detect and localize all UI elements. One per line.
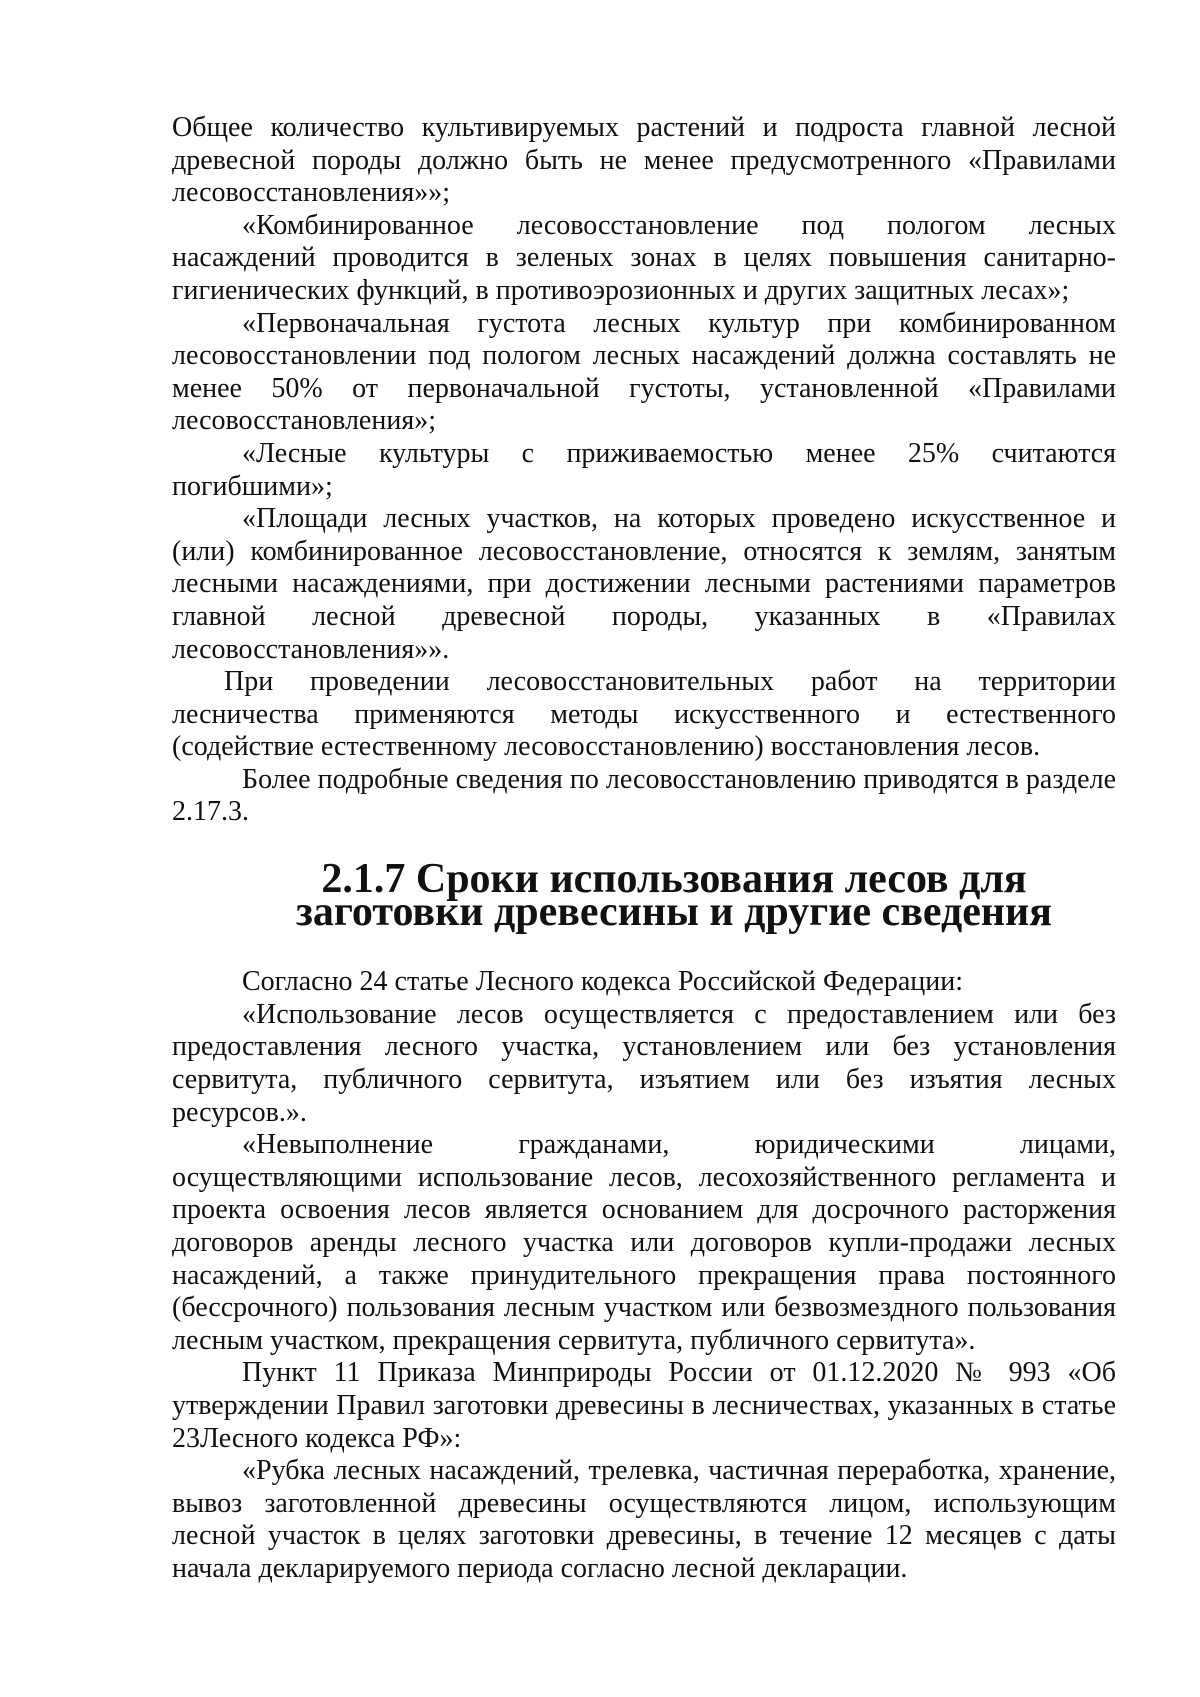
paragraph-cultivated-plants: Общее количество культивируемых растений и подроста главной лесной древесной породы должно быть не менее предусмотренного «Правилами лесовосстановления»»; bbox=[172, 112, 1116, 209]
document-page bbox=[172, 112, 1116, 1586]
paragraph-land-areas: «Площади лесных участков, на которых проведено искусственное и (или) комбинированное лесовосстановление, относятся к землям, занятым лесными насаждениями, при достижении лесными растениями параметров главной лесной древесной породы, указанных в «Правилах лесовосстановления»». bbox=[172, 503, 1116, 665]
paragraph-reforestation-methods: При проведении лесовосстановительных работ на территории лесничества применяются методы искусственного и естественного (содействие естественному лесовосстановлению) восстановления лесов. bbox=[172, 666, 1116, 763]
paragraph-forest-code-article: Согласно 24 статье Лесного кодекса Российской Федерации: bbox=[242, 966, 963, 998]
section-heading: 2.1.7 Сроки использования лесов для заготовки древесины и другие сведения bbox=[296, 856, 1052, 935]
paragraph-non-compliance: «Невыполнение гражданами, юридическими лицами, осуществляющими использование лесов, лесохозяйственного регламента и проекта освоения лесов является основанием для досрочного расторжения договоров аренды лесного участка или договоров купли-продажи лесных насаждений, а также принудительного прекращения права постоянного (бессрочного) пользования лесным участком или безвозмездного пользования лесным участком, прекращения сервитута, публичного сервитута». bbox=[172, 1129, 1116, 1356]
paragraph-order-reference: Пункт 11 Приказа Минприроды России от 01.12.2020 № 993 «Об утверждении Правил заготовки древесины в лесничествах, указанных в статье 23Лесного кодекса РФ»: bbox=[172, 1357, 1116, 1454]
paragraph-section-reference: Более подробные сведения по лесовосстановлению приводятся в разделе 2.17.3. bbox=[172, 763, 1116, 828]
paragraph-forest-use: «Использование лесов осуществляется с предоставлением или без предоставления лесного участка, установлением или без установления сервитута, публичного сервитута, изъятием или без изъятия лесных ресурсов.». bbox=[172, 998, 1116, 1128]
paragraph-combined-reforestation: «Комбинированное лесовосстановление под пологом лесных насаждений проводится в зеленых зонах в целях повышения санитарно-гигиенических функций, в противоэрозионных и других защитных лесах»; bbox=[172, 209, 1116, 306]
paragraph-logging-terms: «Рубка лесных насаждений, трелевка, частичная переработка, хранение, вывоз заготовленной древесины осуществляются лицом, использующим лесной участок в целях заготовки древесины, в течение 12 месяцев с даты начала декларируемого периода согласно лесной декларации. bbox=[172, 1455, 1116, 1584]
paragraph-survival-rate: «Лесные культуры с приживаемостью менее 25% считаются погибшими»; bbox=[172, 437, 1116, 502]
paragraph-initial-density: «Первоначальная густота лесных культур при комбинированном лесовосстановлении под пологом лесных насаждений должна составлять не менее 50% от первоначальной густоты, установленной «Правилами лесовосстановления»; bbox=[172, 307, 1116, 437]
